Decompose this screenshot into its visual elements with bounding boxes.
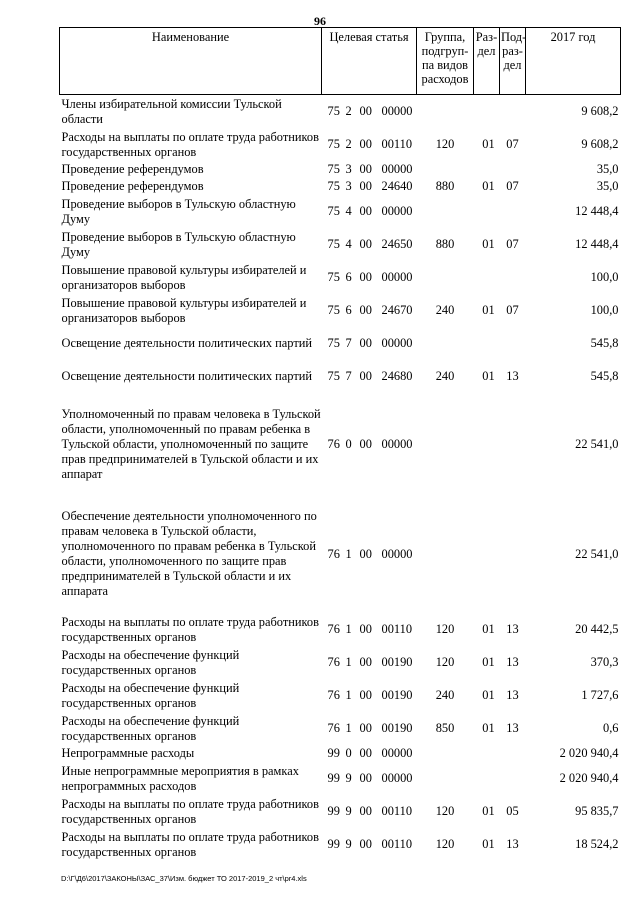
row-value: 12 448,4 xyxy=(575,204,619,218)
target-direction: 00000 xyxy=(381,270,413,284)
target-direction: 00000 xyxy=(381,104,413,118)
row-name: Расходы на выплаты по оплате труда работников государственных органов xyxy=(61,796,319,826)
table-row xyxy=(60,261,621,294)
header-section-line: Раз- xyxy=(475,30,498,44)
row-name: Расходы на выплаты по оплате труда работников государственных органов xyxy=(61,829,319,859)
row-subsection xyxy=(500,762,526,795)
target-event: 00 xyxy=(359,270,372,284)
row-group xyxy=(417,327,474,360)
row-name: Расходы на обеспечение функций государственных органов xyxy=(61,647,240,677)
row-section xyxy=(474,495,500,613)
table-row xyxy=(60,195,621,228)
row-section xyxy=(474,261,500,294)
row-subsection xyxy=(500,327,526,360)
row-target xyxy=(322,360,417,393)
row-name: Проведение референдумов xyxy=(61,179,204,193)
header-group-line: расходов xyxy=(421,72,469,86)
target-direction: 00190 xyxy=(381,721,413,735)
target-event: 00 xyxy=(359,369,372,383)
row-subsection: 13 xyxy=(506,837,519,851)
row-value: 35,0 xyxy=(596,179,619,193)
target-direction: 00000 xyxy=(381,336,413,350)
target-direction: 00000 xyxy=(381,746,413,760)
table-row xyxy=(60,679,621,712)
row-section xyxy=(474,327,500,360)
row-target xyxy=(322,762,417,795)
row-value: 22 541,0 xyxy=(575,436,619,451)
table-header xyxy=(60,28,621,95)
row-name: Проведение референдумов xyxy=(61,162,204,176)
row-subsection: 13 xyxy=(506,369,519,383)
row-target xyxy=(322,745,417,762)
row-subsection: 07 xyxy=(506,137,519,151)
row-subsection xyxy=(500,745,526,762)
row-name: Проведение выборов в Тульскую областную Думу xyxy=(61,229,296,259)
target-program: 75 xyxy=(327,303,340,317)
row-target xyxy=(322,128,417,161)
row-target xyxy=(322,261,417,294)
row-target xyxy=(322,795,417,828)
target-direction: 00110 xyxy=(381,622,413,636)
table-row xyxy=(60,128,621,161)
row-section: 01 xyxy=(482,179,495,193)
row-group xyxy=(417,762,474,795)
target-program: 76 xyxy=(327,436,340,451)
row-name: Непрограммные расходы xyxy=(61,746,195,760)
row-value: 22 541,0 xyxy=(575,546,619,561)
row-target xyxy=(322,393,417,495)
target-subprogram: 7 xyxy=(345,369,352,383)
table-row xyxy=(60,646,621,679)
target-event: 00 xyxy=(359,179,372,193)
row-subsection xyxy=(500,95,526,129)
row-group xyxy=(417,495,474,613)
header-year: 2017 год xyxy=(526,28,621,95)
table-row xyxy=(60,393,621,495)
target-direction: 00000 xyxy=(381,546,413,561)
row-target xyxy=(322,178,417,195)
row-section xyxy=(474,393,500,495)
header-group-line: подгруп- xyxy=(421,44,469,58)
target-program: 75 xyxy=(327,179,340,193)
table-row xyxy=(60,495,621,613)
target-direction: 00000 xyxy=(381,771,413,785)
row-group: 240 xyxy=(435,303,455,317)
row-name: Члены избирательной комиссии Тульской области xyxy=(61,96,282,126)
target-subprogram: 1 xyxy=(345,721,352,735)
row-subsection xyxy=(500,495,526,613)
row-group xyxy=(417,745,474,762)
target-event: 00 xyxy=(359,688,372,702)
row-section xyxy=(474,161,500,178)
row-value: 100,0 xyxy=(590,270,619,284)
row-value: 35,0 xyxy=(596,162,619,176)
target-program: 75 xyxy=(327,204,340,218)
target-direction: 00190 xyxy=(381,655,413,669)
target-program: 75 xyxy=(327,137,340,151)
table-row xyxy=(60,95,621,129)
header-name: Наименование xyxy=(60,28,322,95)
target-event: 00 xyxy=(359,162,372,176)
target-event: 00 xyxy=(359,546,372,561)
row-target xyxy=(322,161,417,178)
target-program: 99 xyxy=(327,837,340,851)
target-event: 00 xyxy=(359,204,372,218)
target-program: 99 xyxy=(327,771,340,785)
row-group xyxy=(417,261,474,294)
header-section xyxy=(474,28,500,95)
row-name: Уполномоченный по правам человека в Тульской области, уполномоченный по правам ребенка в Тульской области, уполномоченный по защите прав предпринимателей в Тульской области и их аппарат xyxy=(61,406,321,481)
table-row xyxy=(60,327,621,360)
target-program: 75 xyxy=(327,270,340,284)
target-direction: 24640 xyxy=(381,179,413,193)
target-subprogram: 0 xyxy=(345,746,352,760)
row-subsection xyxy=(500,393,526,495)
target-program: 75 xyxy=(327,104,340,118)
table-row xyxy=(60,795,621,828)
table-row xyxy=(60,178,621,195)
target-subprogram: 7 xyxy=(345,336,352,350)
row-target xyxy=(322,294,417,327)
row-value: 545,8 xyxy=(590,336,619,350)
row-section: 01 xyxy=(482,369,495,383)
row-target xyxy=(322,327,417,360)
row-name: Расходы на выплаты по оплате труда работников государственных органов xyxy=(61,129,319,159)
row-section: 01 xyxy=(482,237,495,251)
table-row xyxy=(60,294,621,327)
target-subprogram: 1 xyxy=(345,655,352,669)
table-row xyxy=(60,613,621,646)
row-subsection: 13 xyxy=(506,721,519,735)
row-value: 2 020 940,4 xyxy=(559,746,619,760)
target-subprogram: 3 xyxy=(345,162,352,176)
row-section: 01 xyxy=(482,837,495,851)
row-section: 01 xyxy=(482,137,495,151)
row-subsection: 13 xyxy=(506,622,519,636)
row-group: 120 xyxy=(435,655,455,669)
target-subprogram: 9 xyxy=(345,837,352,851)
target-event: 00 xyxy=(359,237,372,251)
row-value: 1 727,6 xyxy=(581,688,619,702)
target-event: 00 xyxy=(359,436,372,451)
row-target xyxy=(322,613,417,646)
row-subsection: 13 xyxy=(506,688,519,702)
file-path-footer: D:\Г\Д6\2017\ЗАКОНЫ\ЗАС_37\Изм. бюджет ТО 2017-2019_2 чт\pr4.xls xyxy=(61,874,307,883)
row-name: Повышение правовой культуры избирателей и организаторов выборов xyxy=(61,262,307,292)
target-event: 00 xyxy=(359,137,372,151)
target-subprogram: 3 xyxy=(345,179,352,193)
row-section xyxy=(474,762,500,795)
row-section: 01 xyxy=(482,804,495,818)
target-subprogram: 6 xyxy=(345,303,352,317)
row-subsection: 05 xyxy=(506,804,519,818)
header-subsection-line: Под- xyxy=(501,30,527,44)
header-section-line: дел xyxy=(477,44,496,58)
budget-table xyxy=(59,27,621,861)
target-subprogram: 4 xyxy=(345,237,352,251)
target-subprogram: 0 xyxy=(345,436,352,451)
row-target xyxy=(322,228,417,261)
target-subprogram: 1 xyxy=(345,688,352,702)
target-event: 00 xyxy=(359,804,372,818)
row-name: Обеспечение деятельности уполномоченного по правам человека в Тульской области, уполномоченного по правам ребенка в Тульской области, уполномоченного по защите прав предпринимателей в Тульской области и их аппарата xyxy=(61,509,317,598)
table-row xyxy=(60,762,621,795)
row-group xyxy=(417,195,474,228)
target-subprogram: 2 xyxy=(345,104,352,118)
row-subsection xyxy=(500,161,526,178)
header-subsection-line: дел xyxy=(503,58,522,72)
row-section: 01 xyxy=(482,721,495,735)
target-program: 75 xyxy=(327,162,340,176)
table-row xyxy=(60,161,621,178)
table-row xyxy=(60,360,621,393)
row-group: 240 xyxy=(435,369,455,383)
row-value: 9 608,2 xyxy=(581,104,619,118)
row-name: Освещение деятельности политических партий xyxy=(61,369,312,383)
row-value: 12 448,4 xyxy=(575,237,619,251)
row-name: Расходы на обеспечение функций государственных органов xyxy=(61,680,240,710)
target-program: 75 xyxy=(327,336,340,350)
header-subsection xyxy=(500,28,526,95)
target-event: 00 xyxy=(359,655,372,669)
row-group: 120 xyxy=(435,837,455,851)
row-section: 01 xyxy=(482,688,495,702)
row-subsection xyxy=(500,261,526,294)
row-value: 0,6 xyxy=(603,721,619,735)
row-target xyxy=(322,646,417,679)
header-subsection-line: раз- xyxy=(502,44,523,58)
row-group: 880 xyxy=(435,237,455,251)
target-event: 00 xyxy=(359,746,372,760)
row-name: Проведение выборов в Тульскую областную Думу xyxy=(61,196,296,226)
target-direction: 24670 xyxy=(381,303,413,317)
row-name: Иные непрограммные мероприятия в рамках непрограммных расходов xyxy=(61,763,299,793)
row-group xyxy=(417,95,474,129)
target-program: 76 xyxy=(327,622,340,636)
target-direction: 00110 xyxy=(381,837,413,851)
row-group: 120 xyxy=(435,137,455,151)
row-subsection: 07 xyxy=(506,303,519,317)
row-section: 01 xyxy=(482,655,495,669)
target-subprogram: 1 xyxy=(345,622,352,636)
target-program: 75 xyxy=(327,237,340,251)
page-number: 96 xyxy=(314,14,326,28)
target-direction: 00110 xyxy=(381,137,413,151)
row-name: Повышение правовой культуры избирателей и организаторов выборов xyxy=(61,295,307,325)
target-event: 00 xyxy=(359,303,372,317)
target-direction: 00110 xyxy=(381,804,413,818)
row-section xyxy=(474,195,500,228)
header-group xyxy=(417,28,474,95)
row-value: 20 442,5 xyxy=(575,622,619,636)
target-direction: 00190 xyxy=(381,688,413,702)
row-name: Расходы на выплаты по оплате труда работников государственных органов xyxy=(61,614,319,644)
target-program: 76 xyxy=(327,655,340,669)
row-target xyxy=(322,712,417,745)
target-subprogram: 1 xyxy=(345,546,352,561)
target-event: 00 xyxy=(359,622,372,636)
row-group: 880 xyxy=(435,179,455,193)
row-subsection: 07 xyxy=(506,237,519,251)
row-value: 2 020 940,4 xyxy=(559,771,619,785)
header-target: Целевая статья xyxy=(322,28,417,95)
target-event: 00 xyxy=(359,336,372,350)
target-event: 00 xyxy=(359,721,372,735)
row-value: 18 524,2 xyxy=(575,837,619,851)
row-section: 01 xyxy=(482,303,495,317)
row-target xyxy=(322,679,417,712)
row-group: 120 xyxy=(435,804,455,818)
table-row xyxy=(60,228,621,261)
table-row xyxy=(60,712,621,745)
row-value: 95 835,7 xyxy=(575,804,619,818)
row-value: 9 608,2 xyxy=(581,137,619,151)
row-subsection: 07 xyxy=(506,179,519,193)
target-program: 99 xyxy=(327,804,340,818)
row-value: 370,3 xyxy=(590,655,619,669)
row-target xyxy=(322,95,417,129)
target-subprogram: 4 xyxy=(345,204,352,218)
target-direction: 00000 xyxy=(381,204,413,218)
row-target xyxy=(322,495,417,613)
target-event: 00 xyxy=(359,771,372,785)
target-program: 75 xyxy=(327,369,340,383)
table-row xyxy=(60,828,621,861)
row-value: 545,8 xyxy=(590,369,619,383)
target-direction: 24650 xyxy=(381,237,413,251)
row-section xyxy=(474,95,500,129)
row-section xyxy=(474,745,500,762)
row-section: 01 xyxy=(482,622,495,636)
target-program: 99 xyxy=(327,746,340,760)
row-group xyxy=(417,393,474,495)
target-event: 00 xyxy=(359,837,372,851)
row-subsection xyxy=(500,195,526,228)
target-direction: 00000 xyxy=(381,162,413,176)
target-event: 00 xyxy=(359,104,372,118)
target-program: 76 xyxy=(327,721,340,735)
target-direction: 24680 xyxy=(381,369,413,383)
target-subprogram: 9 xyxy=(345,771,352,785)
target-program: 76 xyxy=(327,688,340,702)
target-subprogram: 9 xyxy=(345,804,352,818)
row-group: 850 xyxy=(435,721,455,735)
target-direction: 00000 xyxy=(381,436,413,451)
header-group-line: Группа, xyxy=(424,30,466,44)
row-group: 240 xyxy=(435,688,455,702)
table-body xyxy=(60,95,621,862)
row-group xyxy=(417,161,474,178)
header-group-line: па видов xyxy=(421,58,469,72)
target-program: 76 xyxy=(327,546,340,561)
target-subprogram: 2 xyxy=(345,137,352,151)
row-value: 100,0 xyxy=(590,303,619,317)
row-subsection: 13 xyxy=(506,655,519,669)
row-name: Освещение деятельности политических партий xyxy=(61,336,312,350)
row-name: Расходы на обеспечение функций государственных органов xyxy=(61,713,240,743)
target-subprogram: 6 xyxy=(345,270,352,284)
row-group: 120 xyxy=(435,622,455,636)
row-target xyxy=(322,828,417,861)
row-target xyxy=(322,195,417,228)
table-row xyxy=(60,745,621,762)
